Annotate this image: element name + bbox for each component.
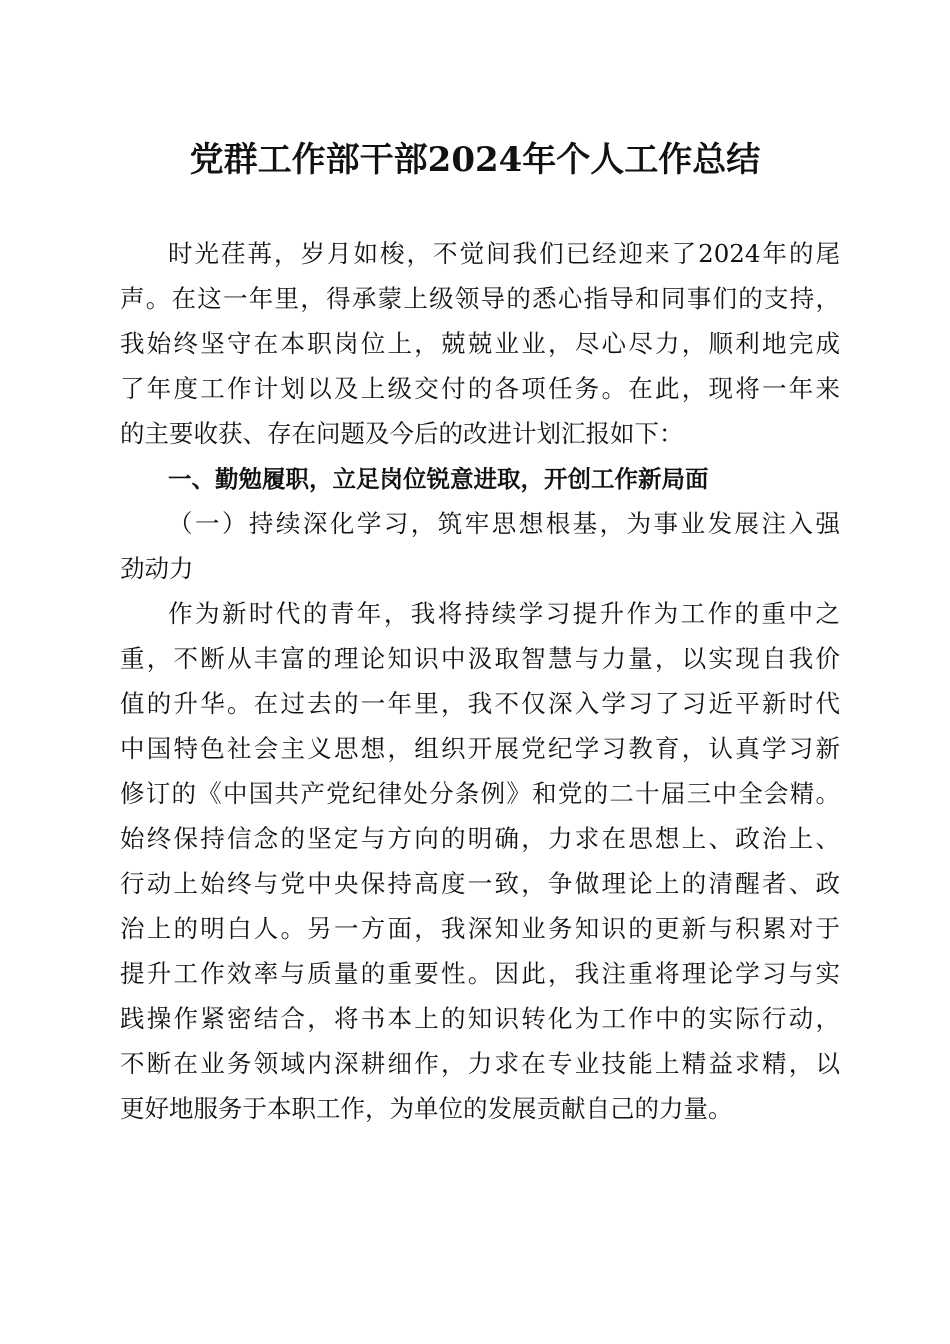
body-line: 作为新时代的青年，我将持续学习提升作为工作的重中之 [168, 599, 840, 628]
subsection-heading: 劲动力 [120, 554, 194, 583]
body-line: 中国特色社会主义思想，组织开展党纪学习教育，认真学习新 [120, 734, 840, 763]
section-heading: 一、勤勉履职，立足岗位锐意进取，开创工作新局面 [168, 465, 709, 493]
intro-line: 时光荏苒，岁月如梭，不觉间我们已经迎来了2024年的尾 [168, 239, 840, 268]
body-line: 治上的明白人。另一方面，我深知业务知识的更新与积累对于 [120, 914, 840, 943]
body-line: 更好地服务于本职工作，为单位的发展贡献自己的力量。 [120, 1094, 733, 1123]
intro-line: 了年度工作计划以及上级交付的各项任务。在此，现将一年来 [120, 374, 840, 403]
body-line: 提升工作效率与质量的重要性。因此，我注重将理论学习与实 [120, 959, 840, 988]
body-line: 修订的《中国共产党纪律处分条例》和党的二十届三中全会精。 [120, 779, 840, 808]
intro-line: 的主要收获、存在问题及今后的改进计划汇报如下： [120, 419, 684, 448]
body-line: 值的升华。在过去的一年里，我不仅深入学习了习近平新时代 [120, 689, 840, 718]
body-line: 始终保持信念的坚定与方向的明确，力求在思想上、政治上、 [120, 824, 840, 853]
body-line: 重，不断从丰富的理论知识中汲取智慧与力量，以实现自我价 [120, 644, 840, 673]
body-line: 践操作紧密结合，将书本上的知识转化为工作中的实际行动， [120, 1004, 840, 1033]
subsection-heading: （一）持续深化学习，筑牢思想根基，为事业发展注入强 [168, 509, 840, 538]
page-title: 党群工作部干部2024年个人工作总结 [189, 140, 761, 180]
intro-line: 我始终坚守在本职岗位上，兢兢业业，尽心尽力，顺利地完成 [120, 329, 840, 358]
intro-line: 声。在这一年里，得承蒙上级领导的悉心指导和同事们的支持， [120, 284, 840, 313]
body-line: 不断在业务领域内深耕细作，力求在专业技能上精益求精，以 [120, 1049, 840, 1078]
body-line: 行动上始终与党中央保持高度一致，争做理论上的清醒者、政 [120, 869, 840, 898]
